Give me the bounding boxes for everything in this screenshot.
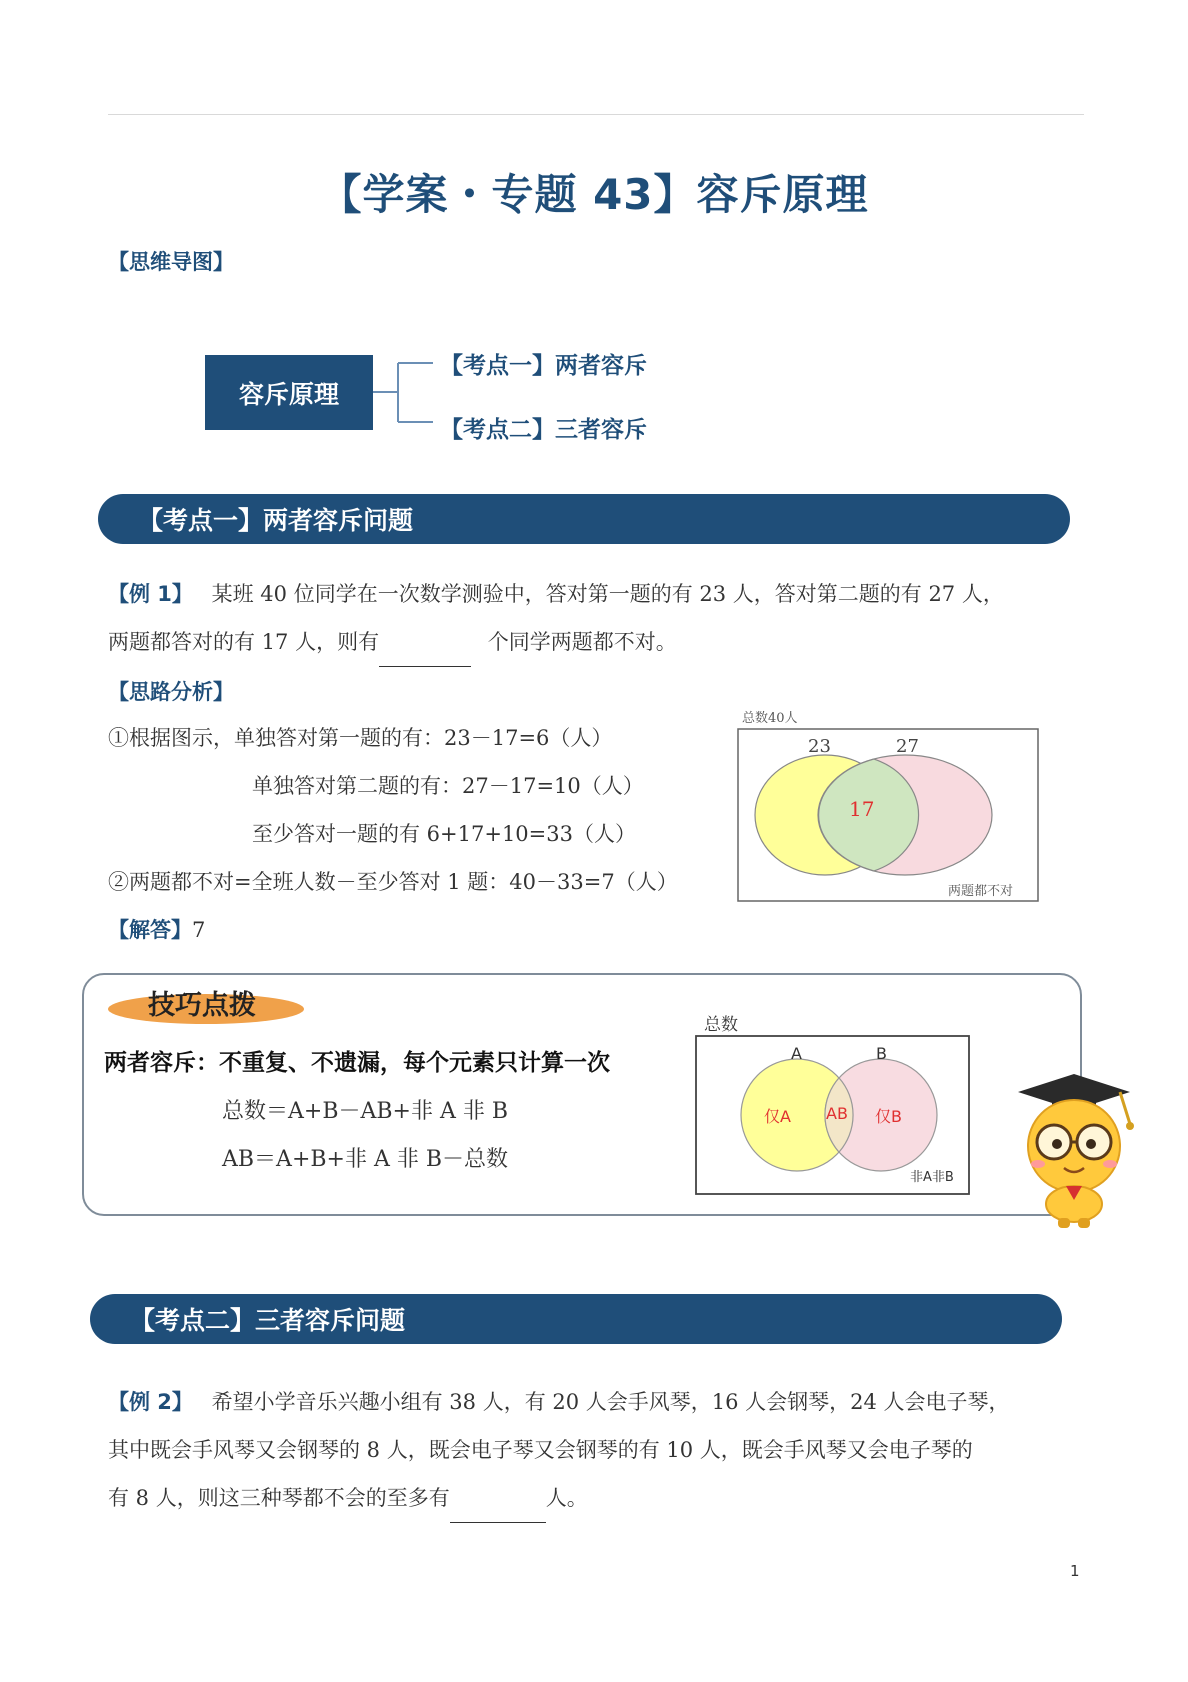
answer-value: 7: [192, 918, 206, 942]
document-title: 【学案・专题 43】容斥原理: [319, 170, 869, 219]
tips-heading: 两者容斥：不重复、不遗漏，每个元素只计算一次: [104, 1049, 610, 1076]
mascot-scholar-illustration: [1000, 1060, 1148, 1230]
analysis-line-2: 单独答对第二题的有：27－17=10（人）: [252, 774, 644, 798]
mindmap-label: 【思维导图】: [108, 250, 234, 274]
venn1-left-value: 23: [808, 736, 831, 757]
analysis-line-4: ②两题都不对=全班人数－至少答对 1 题：40－33=7（人）: [108, 870, 678, 894]
answer-line: [108, 906, 205, 954]
mindmap-branch-2: 【考点二】三者容斥: [440, 417, 647, 443]
answer-blank-2: [450, 1474, 546, 1523]
example2-line1: [108, 1378, 1010, 1426]
venn2-only-a: 仅A: [764, 1107, 791, 1126]
header-rule: [108, 114, 1084, 115]
example1-tag: 【例 1】: [108, 582, 193, 606]
venn2-only-b: 仅B: [875, 1107, 902, 1126]
example2-line3: [108, 1474, 588, 1523]
example2-text3a: 有 8 人，则这三种琴都不会的至多有: [108, 1486, 450, 1510]
example1-text2b: 个同学两题都不对。: [487, 630, 677, 654]
example2-line2: 其中既会手风琴又会钢琴的 8 人，既会电子琴又会钢琴的有 10 人，既会手风琴又会电子琴的: [108, 1438, 973, 1462]
venn2-label-a: A: [791, 1044, 802, 1063]
venn2-ab: AB: [826, 1104, 848, 1123]
mindmap-root: 容斥原理: [205, 355, 373, 430]
section2-banner: 【考点二】三者容斥问题: [90, 1294, 1062, 1344]
page-number: 1: [1070, 1562, 1080, 1580]
example1-text1: 某班 40 位同学在一次数学测验中，答对第一题的有 23 人，答对第二题的有 27 人，: [211, 582, 1004, 606]
mindmap-connector: [373, 355, 433, 430]
venn1-outside-label: 两题都不对: [948, 884, 1014, 899]
example1-text2a: 两题都答对的有 17 人，则有: [108, 630, 380, 654]
venn1-total-label: 总数40人: [742, 711, 798, 726]
venn2-label-b: B: [876, 1044, 887, 1063]
example1-line1: [108, 570, 1004, 618]
example2-text1: 希望小学音乐兴趣小组有 38 人，有 20 人会手风琴，16 人会钢琴，24 人会电子琴，: [211, 1390, 1010, 1414]
mindmap-branch-1: 【考点一】两者容斥: [440, 353, 647, 379]
venn1-right-value: 27: [896, 736, 919, 757]
example1-line2: [108, 618, 677, 667]
analysis-line-3: 至少答对一题的有 6+17+10=33（人）: [252, 822, 636, 846]
venn1-diagram: [737, 728, 1039, 902]
venn2-outside: 非A非B: [910, 1170, 954, 1185]
answer-label: 【解答】: [108, 918, 192, 942]
analysis-label: 【思路分析】: [108, 680, 234, 704]
section1-banner: 【考点一】两者容斥问题: [98, 494, 1070, 544]
venn2-total-label: 总数: [704, 1015, 738, 1035]
analysis-line-1: ①根据图示，单独答对第一题的有：23－17=6（人）: [108, 726, 613, 750]
example2-text3b: 人。: [545, 1486, 588, 1510]
example2-tag: 【例 2】: [108, 1390, 193, 1414]
tips-formula-1: 总数＝A+B－AB+非 A 非 B: [222, 1099, 509, 1124]
tips-formula-2: AB＝A+B+非 A 非 B－总数: [222, 1147, 509, 1172]
answer-blank-1: [379, 618, 471, 667]
tips-tag: 技巧点拨: [148, 990, 256, 1021]
venn1-overlap-value: 17: [849, 797, 875, 821]
